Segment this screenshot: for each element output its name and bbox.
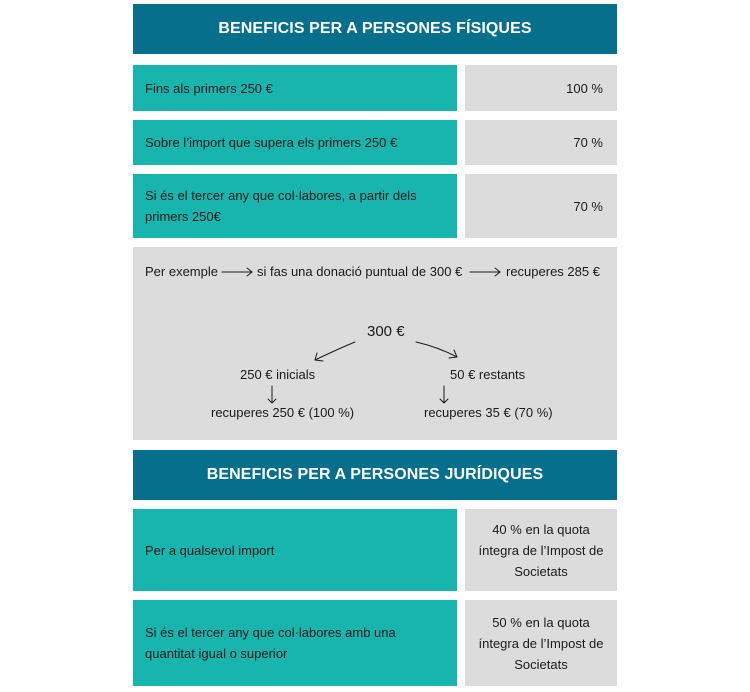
- legal-row-2-value-cell: [465, 600, 617, 686]
- physical-row-1-label-cell: [133, 65, 457, 111]
- physical-row-2-value-cell: [465, 120, 617, 165]
- physical-row-2-label: Sobre l’import que supera els primers 250 €: [145, 135, 398, 150]
- physical-row-2-label-cell: [133, 120, 457, 165]
- physical-row-1-value: 100 %: [566, 80, 603, 96]
- example-right-amount: 50 € restants: [450, 367, 526, 382]
- physical-row-1-value-cell: [465, 65, 617, 111]
- legal-row-1-value-cell: [465, 509, 617, 591]
- legal-row-1-label-cell: [133, 509, 457, 591]
- legal-row-1-value-line-3: Societats: [514, 563, 568, 579]
- legal-row-2-value-line-3: Societats: [514, 656, 568, 672]
- legal-persons-header: [133, 450, 617, 500]
- example-total-amount: 300 €: [367, 323, 405, 340]
- example-left-amount: 250 € inicials: [240, 367, 316, 382]
- example-donation-text: si fas una donació puntual de 300 €: [257, 264, 463, 279]
- physical-persons-title: BENEFICIS PER A PERSONES FÍSIQUES: [218, 20, 532, 37]
- physical-row-2-value: 70 %: [573, 135, 603, 150]
- example-right-result: recuperes 35 € (70 %): [424, 405, 553, 420]
- legal-row-2-label-line-2: quantitat igual o superior: [145, 646, 288, 661]
- legal-row-1-label: Per a qualsevol import: [145, 542, 275, 558]
- arrow-down-left-icon: [315, 342, 355, 360]
- example-panel: [133, 247, 617, 440]
- physical-row-3-value: 70 %: [573, 198, 603, 214]
- physical-persons-header: [133, 4, 617, 54]
- physical-row-3-label-line-1: Si és el tercer any que col·labores, a partir dels: [145, 188, 417, 203]
- arrow-down-right-icon: [416, 342, 457, 357]
- legal-row-2-label-cell: [133, 600, 457, 686]
- example-left-result: recuperes 250 € (100 %): [211, 405, 355, 420]
- physical-row-3-label-line-2: primers 250€: [145, 209, 221, 224]
- example-intro: Per exemple: [145, 264, 218, 279]
- physical-row-3-value-cell: [465, 174, 617, 238]
- legal-row-1-value-line-1: 40 % en la quota: [492, 521, 590, 537]
- legal-row-1-value-line-2: íntegra de l’Impost de: [478, 542, 604, 558]
- physical-row-3-label-cell: [133, 174, 457, 238]
- legal-row-2-value-line-2: íntegra de l’Impost de: [478, 635, 604, 651]
- example-arrows: [133, 247, 617, 440]
- physical-row-1-label: Fins als primers 250 €: [145, 80, 273, 96]
- legal-row-2-value-line-1: 50 % en la quota: [492, 614, 590, 630]
- legal-persons-title: BENEFICIS PER A PERSONES JURÍDIQUES: [206, 466, 544, 483]
- legal-row-2-label-line-1: Si és el tercer any que col·labores amb una: [145, 625, 396, 640]
- example-total-result: recuperes 285 €: [506, 264, 600, 279]
